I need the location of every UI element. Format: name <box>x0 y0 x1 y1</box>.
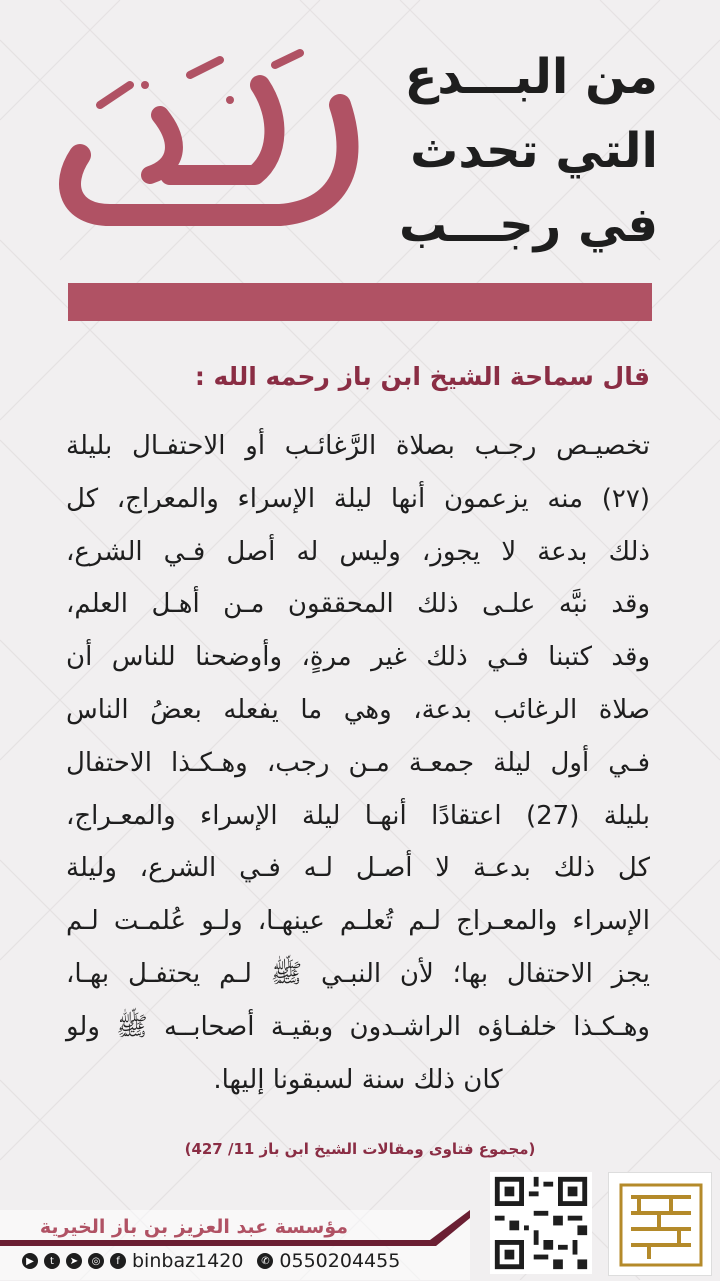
title-line-2: التي تحدث <box>410 123 658 179</box>
twitter-icon[interactable]: t <box>44 1253 60 1269</box>
phone-number[interactable]: 0550204455 <box>279 1250 401 1272</box>
text-line: يجز الاحتفال بها؛ لأن النبـي ﷺ لـم يحتفـل بهـا، <box>66 958 650 989</box>
rajab-calligraphy <box>40 45 370 235</box>
qr-code[interactable] <box>490 1172 592 1274</box>
contact-row <box>22 1250 400 1272</box>
logo-mark <box>609 1173 713 1277</box>
text-line: (٢٧) منه يزعمون أنها ليلة الإسراء والمعراج، كل <box>66 483 650 514</box>
text-line: صلاة الرغائب بدعة، وهي ما يفعله بعضُ الناس <box>66 694 650 725</box>
source-citation: (مجموع فتاوى ومقالات الشيخ ابن باز 11/ 427) <box>184 1140 536 1158</box>
text-line: بليلة (27) اعتقادًا أنهـا ليلة الإسراء والمعـراج، <box>66 800 650 831</box>
text-line: وقد كتبنا فـي ذلك غير مرةٍ، وأوضحنا للناس أن <box>66 642 650 673</box>
fatwa-text <box>66 420 650 1106</box>
foundation-name: مؤسسة عبد العزيز بن باز الخيرية <box>39 1216 348 1238</box>
foundation-logo <box>608 1172 712 1276</box>
divider-bar <box>68 283 652 321</box>
whatsapp-icon: ✆ <box>257 1253 273 1269</box>
page-title <box>358 40 658 262</box>
text-line: كان ذلك سنة لسبقونا إليها. <box>213 1064 503 1095</box>
facebook-icon[interactable]: f <box>110 1253 126 1269</box>
youtube-icon[interactable]: ▶ <box>22 1253 38 1269</box>
title-line-1: من البـــدع <box>404 49 658 105</box>
telegram-icon[interactable]: ➤ <box>66 1253 82 1269</box>
intro-heading: قال سماحة الشيخ ابن باز رحمه الله : <box>194 362 650 391</box>
text-line: الإسراء والمعـراج لـم تُعلـم عينهـا، ولـو عُلمـت لـم <box>66 906 650 937</box>
title-line-3: في رجـــب <box>399 197 658 253</box>
handle-text[interactable]: binbaz1420 <box>132 1250 244 1272</box>
text-line: ذلك بدعة لا يجوز، وليس له أصل فـي الشرع، <box>66 536 650 567</box>
instagram-icon[interactable]: ◎ <box>88 1253 104 1269</box>
text-line: وقد نبَّه علـى ذلك المحققون مـن أهـل العلم، <box>66 589 650 620</box>
text-line: تخصيـص رجـب بصلاة الرَّغائـب أو الاحتفـال بليلة <box>66 431 650 461</box>
text-line: كل ذلك بدعـة لا أصـل لـه فـي الشرع، وليلة <box>66 853 650 884</box>
text-line: وهـكـذا خلفـاؤه الراشـدون وبقيـة أصحابــه ﷺ ولو <box>66 1011 650 1042</box>
text-line: فـي أول ليلة جمعـة مـن رجب، وهـكـذا الاحتفال <box>66 747 650 778</box>
